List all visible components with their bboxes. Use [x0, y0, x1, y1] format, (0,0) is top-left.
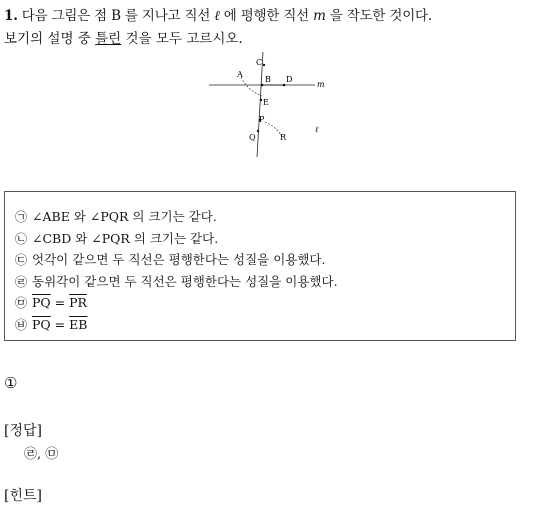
option-marker: ㉤: [15, 296, 28, 310]
option-text: 엇각이 같으면 두 직선은 평행한다는 성질을 이용했다.: [32, 252, 326, 267]
question-text-1b: 에 평행한 직선: [219, 8, 314, 24]
point-q: [257, 130, 259, 132]
question-number: 1.: [4, 8, 18, 24]
label-q: Q: [249, 133, 256, 142]
option-5: [15, 294, 87, 311]
question-text-1c: 을 작도한 것이다.: [325, 8, 432, 24]
option-3: [15, 250, 325, 268]
question-line-1: [4, 4, 432, 24]
segment-pr: $\overline{PR}$: [69, 295, 87, 310]
equals-sign: =: [50, 317, 70, 332]
option-marker: ㉡: [15, 232, 28, 246]
label-a: A: [237, 70, 243, 79]
option-4: [15, 272, 338, 290]
option-text: 동위각이 같으면 두 직선은 평행한다는 성질을 이용했다.: [32, 274, 338, 289]
options-box: [4, 191, 516, 341]
arc-upper: [241, 77, 262, 96]
option-marker: ㉠: [15, 210, 28, 224]
question-text-1a: 다음 그림은 점 B 를 지나고 직선: [21, 8, 215, 24]
equals-sign: =: [50, 295, 70, 310]
answer-value: ㉣, ㉤: [24, 447, 59, 462]
label-m: m: [317, 80, 325, 89]
underlined-word: 틀린: [95, 31, 122, 47]
line-m-symbol: m: [313, 8, 326, 24]
label-b: B: [265, 75, 271, 84]
line-ell-symbol: ℓ: [214, 8, 220, 24]
label-p: P: [259, 115, 265, 124]
answer-choice: ①: [4, 374, 18, 392]
label-d: D: [286, 75, 293, 84]
segment-eb: $\overline{EB}$: [69, 317, 88, 332]
point-e: [260, 99, 262, 101]
question-text-2a: 보기의 설명 중: [4, 31, 96, 47]
question-line-2: [4, 27, 243, 47]
point-b: [261, 84, 264, 87]
option-1: [15, 207, 217, 225]
segment-pq: $\overline{PQ}$: [32, 295, 51, 310]
answer-section-title: [정답]: [4, 423, 42, 439]
segment-pq: $\overline{PQ}$: [32, 317, 51, 332]
hint-section-title: [힌트]: [4, 488, 42, 504]
option-2: [15, 229, 218, 247]
construction-figure: [205, 52, 330, 162]
option-marker: ㉢: [15, 253, 28, 267]
option-marker: ㉥: [15, 318, 28, 332]
option-text: ∠ABE 와 ∠PQR 의 크기는 같다.: [32, 209, 217, 224]
option-text: ∠CBD 와 ∠PQR 의 크기는 같다.: [32, 231, 219, 246]
question-text-2b: 것을 모두 고르시오.: [121, 31, 243, 47]
label-ell: ℓ: [315, 125, 319, 134]
point-d: [283, 84, 286, 87]
option-6: [15, 316, 87, 333]
point-c: [263, 64, 265, 66]
label-c: C: [256, 58, 263, 67]
option-marker: ㉣: [15, 275, 28, 289]
label-e: E: [263, 98, 269, 107]
label-r: R: [280, 133, 287, 142]
